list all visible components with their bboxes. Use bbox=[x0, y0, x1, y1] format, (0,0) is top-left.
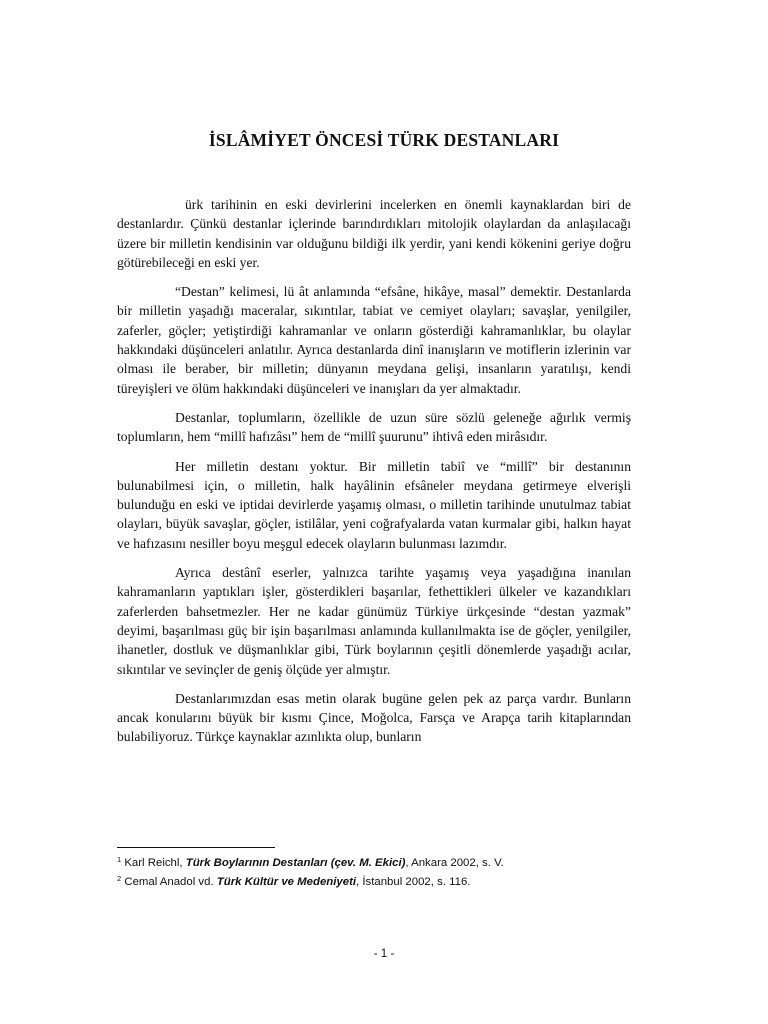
body-text bbox=[117, 195, 631, 757]
footnote-1-book: Türk Boylarının Destanları (çev. M. Ekici) bbox=[185, 857, 406, 869]
footnote-1 bbox=[117, 852, 637, 871]
footnote-1-mark: 1 bbox=[117, 855, 122, 864]
paragraph-4: Her milletin destanı yoktur. Bir milletin tabiî ve “millî” bir destanının bulunabilmesi için, o milletin, halk hayâlinin efsâneler meydana getirmeye elverişli bulunduğu en eski ve iptidai devirlerde yaşamış olması, o milletin tarihinde unutulmaz tabiat olayları, büyük savaşlar, göçler, istilâlar, yeni coğrafyalarda vatan kurmalar gibi, halkın hayat ve hafızasını nesiller boyu meşgul edecek olayların bulunması lazımdır. bbox=[117, 458, 631, 551]
paragraph-1: ürk tarihinin en eski devirlerini incelerken en önemli kaynaklardan biri de destanlardır. Çünkü destanlar içlerinde barındırdıkları mitolojik olaylardan da anlaşılacağı üzere bir milletin kendisinin var olduğunu bildiği ilk yerdir, yani kendi kökenini geriye doğru götürebileceği en eski yer. bbox=[117, 197, 631, 270]
footnote-2 bbox=[117, 871, 637, 890]
footnote-1-rest: , Ankara 2002, s. V. bbox=[405, 857, 504, 869]
footnote-1-author: Karl Reichl, bbox=[121, 857, 186, 869]
paragraph-3: Destanlar, toplumların, özellikle de uzun süre sözlü geleneğe ağırlık vermiş toplumların, hem “millî hafızâsı” hem de “millî şuurunu” ihtivâ eden mirâsıdır. bbox=[117, 409, 631, 445]
footnote-separator bbox=[117, 847, 275, 848]
paragraph-5: Ayrıca destânî eserler, yalnızca tarihte yaşamış veya yaşadığına inanılan kahramanların yaptıkları işler, gösterdikleri başarılar, fethettikleri ülkeler ve kazandıkları zaferlerden bahsetmezler. Her ne kadar günümüz Türkiye ürkçesinde “destan yazmak” deyimi, başarılması güç bir işin başarılması anlamında kullanılmakta ise de göçler, yenilgiler, ihanetler, dostluk ve düşmanlıklar gibi, Türk boylarının çeşitli dönemlerde yaşadığı acılar, sıkıntılar ve sevinçler de geniş ölçüde yer almıştır. bbox=[117, 565, 631, 677]
footnote-2-author: Cemal Anadol vd. bbox=[121, 876, 217, 888]
paragraph-2: “Destan” kelimesi, lü ât anlamında “efsâne, hikâye, masal” demektir. Destanlarda bir milletin yaşadığı maceralar, sıkıntılar, tabiat ve cemiyet olayları; savaşlar, yenilgiler, zaferler, göçler; yetiştirdiği kahramanlar ve onların gösterdiği kahramanlıklar, bu olaylar hakkındaki düşünceleri anlatılır. Ayrıca destanlarda dinî inanışların ve motiflerin izlerinin var olması ile beraber, bir milletin; dünyanın meydana gelişi, insanların yaratılışı, kendi türeyişleri ve ölüm hakkındaki düşünceleri ve inanışları da yer almaktadır. bbox=[117, 284, 631, 396]
footnote-2-book: Türk Kültür ve Medeniyeti bbox=[216, 876, 357, 888]
footnotes bbox=[117, 852, 637, 890]
page-title: İSLÂMİYET ÖNCESİ TÜRK DESTANLARI bbox=[208, 130, 560, 150]
page-number: - 1 - bbox=[373, 947, 395, 960]
footnote-2-rest: , İstanbul 2002, s. 116. bbox=[356, 876, 471, 888]
footnote-2-mark: 2 bbox=[117, 874, 122, 883]
paragraph-6: Destanlarımızdan esas metin olarak bugüne gelen pek az parça vardır. Bunların ancak konularını büyük bir kısmı Çince, Moğolca, Farsça ve Arapça tarih kitaplarından bulabiliyoruz. Türkçe kaynaklar azınlıkta olup, bunların bbox=[117, 690, 631, 745]
